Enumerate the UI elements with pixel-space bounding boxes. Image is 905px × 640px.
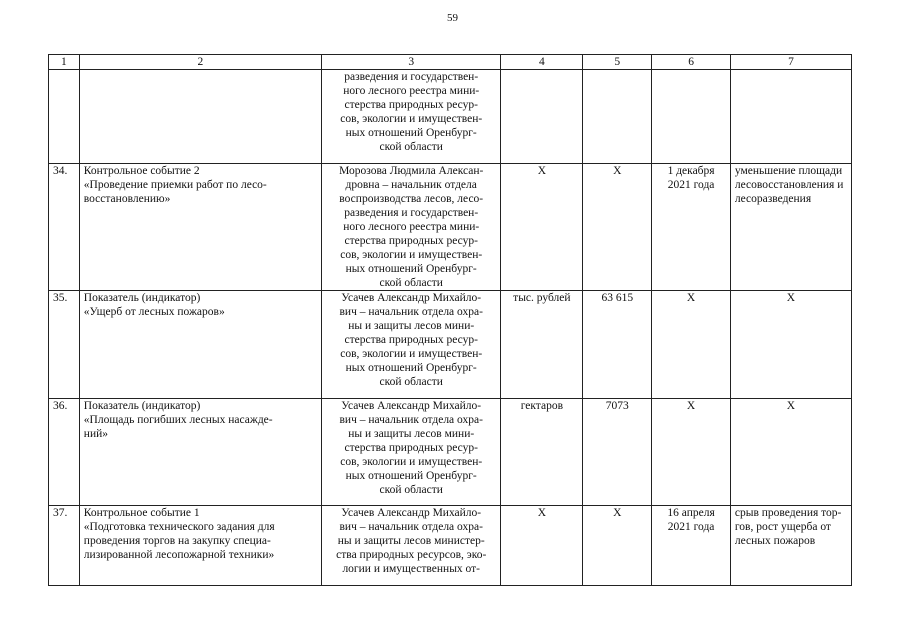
column-header: 6 [652, 55, 731, 70]
planned-value: Х [583, 506, 652, 586]
consequence-line: Х [786, 400, 796, 412]
responsible-person [321, 291, 501, 399]
event-name-line: «Подготовка технического задания для [83, 521, 275, 533]
column-header: 5 [583, 55, 652, 70]
row-number: 37. [49, 506, 80, 586]
unit-of-measure: Х [501, 506, 583, 586]
deadline-date-line: 2021 года [667, 179, 715, 191]
event-name [79, 506, 321, 586]
event-name [79, 164, 321, 291]
event-name-line: восстановлению» [83, 193, 171, 205]
responsible-person-line: ской области [379, 484, 443, 496]
event-name [79, 291, 321, 399]
responsible-person-line: вич – начальник отдела охра- [339, 414, 483, 426]
consequence [730, 70, 851, 164]
consequence-line: лесовосстановления и [734, 179, 844, 191]
table-row [49, 506, 852, 586]
event-name-line: ний» [83, 428, 109, 440]
responsible-person-line: сов, экологии и имуществен- [340, 113, 483, 125]
unit-of-measure [501, 70, 583, 164]
responsible-person-line: стерства природных ресур- [344, 235, 478, 247]
responsible-person [321, 164, 501, 291]
responsible-person-line: вич – начальник отдела охра- [339, 521, 483, 533]
responsible-person-line: разведения и государствен- [344, 207, 479, 219]
responsible-person-line: вич – начальник отдела охра- [339, 306, 483, 318]
consequence-line: Х [786, 292, 796, 304]
deadline-date [652, 506, 731, 586]
responsible-person-line: стерства природных ресур- [344, 442, 478, 454]
consequence-line: срыв проведения тор- [734, 507, 842, 519]
column-header: 4 [501, 55, 583, 70]
event-name [79, 399, 321, 506]
planned-value: 7073 [583, 399, 652, 506]
responsible-person-line: ных отношений Оренбург- [345, 263, 477, 275]
consequence-line: лесоразведения [734, 193, 812, 205]
column-number-header-row [49, 55, 852, 70]
responsible-person-line: ской области [379, 376, 443, 388]
planned-value [583, 70, 652, 164]
consequence-line: гов, рост ущерба от [734, 521, 831, 533]
responsible-person-line: ской области [379, 141, 443, 153]
responsible-person-line: сов, экологии и имуществен- [340, 249, 483, 261]
responsible-person [321, 399, 501, 506]
event-name-line: Контрольное событие 1 [83, 507, 200, 519]
responsible-person-line: сов, экологии и имуществен- [340, 348, 483, 360]
event-name-line: Показатель (индикатор) [83, 292, 201, 304]
event-name-line: Контрольное событие 2 [83, 165, 200, 177]
deadline-date [652, 70, 731, 164]
column-header: 2 [79, 55, 321, 70]
responsible-person-line: ны и защиты лесов мини- [348, 428, 475, 440]
event-name [79, 70, 321, 164]
responsible-person-line: ных отношений Оренбург- [345, 127, 477, 139]
deadline-date [652, 164, 731, 291]
row-number: 34. [49, 164, 80, 291]
consequence-line: уменьшение площади [734, 165, 843, 177]
deadline-date-line: 2021 года [667, 521, 715, 533]
event-name-line: «Проведение приемки работ по лесо- [83, 179, 267, 191]
consequence [730, 164, 851, 291]
responsible-person [321, 506, 501, 586]
responsible-person-line: ного лесного реестра мини- [343, 85, 480, 97]
table-row [49, 291, 852, 399]
column-header: 1 [49, 55, 80, 70]
row-number [49, 70, 80, 164]
row-number: 35. [49, 291, 80, 399]
unit-of-measure: Х [501, 164, 583, 291]
measures-table [48, 54, 852, 586]
event-name-line: «Площадь погибших лесных насажде- [83, 414, 273, 426]
event-name-line: проведения торгов на закупку специа- [83, 535, 271, 547]
responsible-person-line: ного лесного реестра мини- [343, 221, 480, 233]
responsible-person-line: Усачев Александр Михайло- [341, 400, 482, 412]
responsible-person-line: разведения и государствен- [344, 71, 479, 83]
planned-value: 63 615 [583, 291, 652, 399]
responsible-person-line: Усачев Александр Михайло- [341, 292, 482, 304]
deadline-date [652, 291, 731, 399]
responsible-person-line: Усачев Александр Михайло- [341, 507, 482, 519]
page-number: 59 [447, 12, 458, 24]
deadline-date [652, 399, 731, 506]
column-header: 7 [730, 55, 851, 70]
unit-of-measure: тыс. рублей [501, 291, 583, 399]
deadline-date-line: Х [686, 292, 696, 304]
responsible-person-line: логии и имущественных от- [342, 563, 480, 575]
responsible-person-line: дровна – начальник отдела [345, 179, 477, 191]
consequence [730, 399, 851, 506]
event-name-line: «Ущерб от лесных пожаров» [83, 306, 225, 318]
consequence-line: лесных пожаров [734, 535, 816, 547]
responsible-person-line: ных отношений Оренбург- [345, 470, 477, 482]
responsible-person-line: ны и защиты лесов министер- [337, 535, 485, 547]
responsible-person-line: ных отношений Оренбург- [345, 362, 477, 374]
responsible-person [321, 70, 501, 164]
event-name-line: лизированной лесопожарной техники» [83, 549, 275, 561]
deadline-date-line: Х [686, 400, 696, 412]
responsible-person-line: Морозова Людмила Алексан- [339, 165, 484, 177]
table-row [49, 164, 852, 291]
planned-value: Х [583, 164, 652, 291]
responsible-person-line: ства природных ресурсов, эко- [336, 549, 487, 561]
unit-of-measure: гектаров [501, 399, 583, 506]
consequence [730, 506, 851, 586]
responsible-person-line: воспроизводства лесов, лесо- [339, 193, 484, 205]
deadline-date-line: 16 апреля [667, 507, 715, 519]
column-header: 3 [321, 55, 501, 70]
responsible-person-line: стерства природных ресур- [344, 334, 478, 346]
responsible-person-line: ны и защиты лесов мини- [348, 320, 475, 332]
responsible-person-line: стерства природных ресур- [344, 99, 478, 111]
row-number: 36. [49, 399, 80, 506]
consequence [730, 291, 851, 399]
event-name-line: Показатель (индикатор) [83, 400, 201, 412]
responsible-person-line: сов, экологии и имуществен- [340, 456, 483, 468]
responsible-person-line: ской области [379, 277, 443, 289]
deadline-date-line: 1 декабря [667, 165, 715, 177]
table-row [49, 399, 852, 506]
table-row [49, 70, 852, 164]
